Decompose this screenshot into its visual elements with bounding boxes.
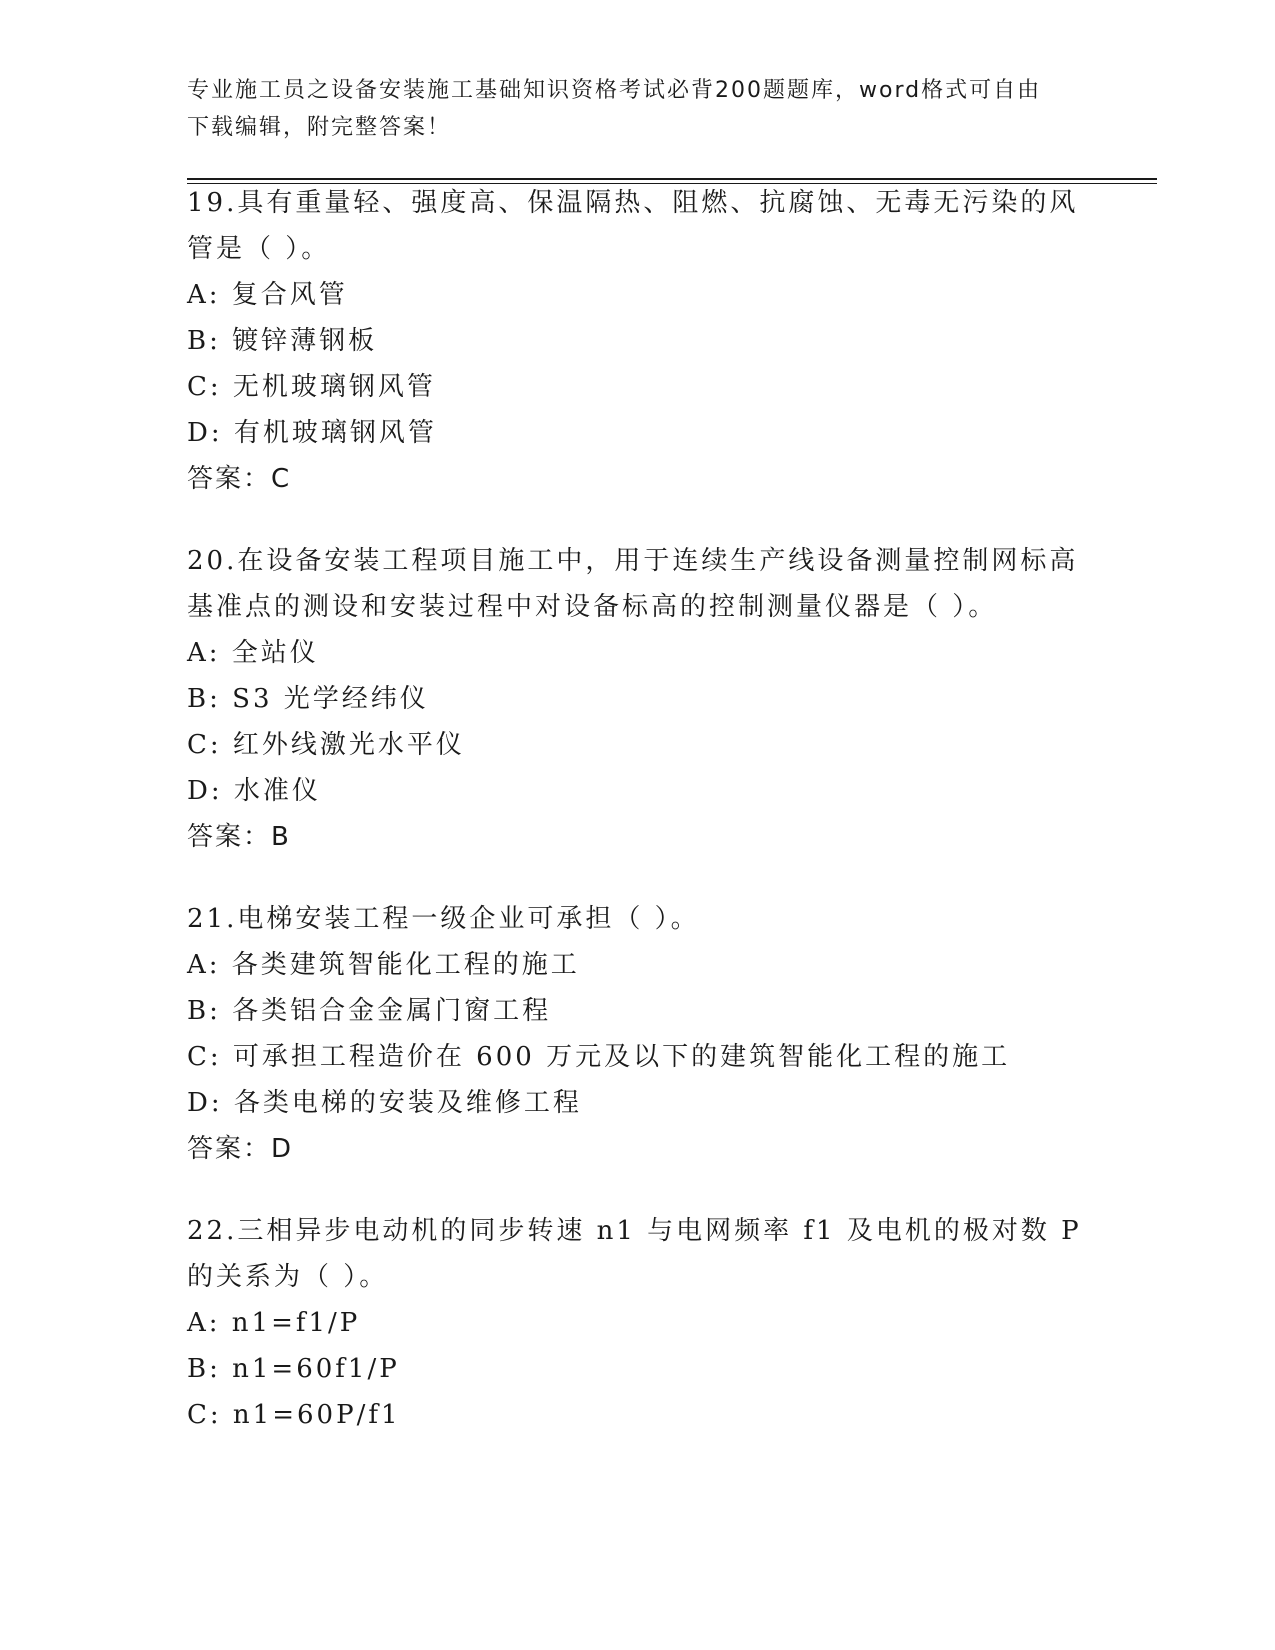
header-line-1: 专业施工员之设备安装施工基础知识资格考试必背200题题库，word格式可自由 (187, 78, 1042, 103)
option-c: C: n1=60P/f1 (187, 1400, 401, 1430)
header-line-2: 下载编辑，附完整答案！ (187, 115, 452, 140)
option-b: B: S3 光学经纬仪 (187, 684, 429, 714)
option-d: D: 各类电梯的安装及维修工程 (187, 1088, 582, 1118)
option-d: D: 有机玻璃钢风管 (187, 418, 437, 448)
option-b: B: 镀锌薄钢板 (187, 326, 378, 356)
option-a: A: 复合风管 (187, 280, 348, 310)
option-c: C: 红外线激光水平仪 (187, 730, 465, 760)
question-text: 20.在设备安装工程项目施工中，用于连续生产线设备测量控制网标高基准点的测设和安装过程中对设备标高的控制测量仪器是（ ）。 (187, 546, 1079, 622)
option-a: A: 各类建筑智能化工程的施工 (187, 950, 580, 980)
question-21 (187, 896, 1087, 1172)
question-19 (187, 180, 1087, 502)
option-d: D: 水准仪 (187, 776, 321, 806)
answer: 答案：C (187, 464, 292, 494)
option-b: B: n1=60f1/P (187, 1354, 400, 1384)
question-text: 19.具有重量轻、强度高、保温隔热、阻燃、抗腐蚀、无毒无污染的风管是（ ）。 (187, 188, 1079, 264)
option-b: B: 各类铝合金金属门窗工程 (187, 996, 552, 1026)
question-20 (187, 538, 1087, 860)
option-a: A: 全站仪 (187, 638, 319, 668)
option-c: C: 无机玻璃钢风管 (187, 372, 436, 402)
question-text: 22.三相异步电动机的同步转速 n1 与电网频率 f1 及电机的极对数 P 的关系为（ ）。 (187, 1216, 1082, 1292)
document-header (187, 72, 1067, 146)
option-c: C: 可承担工程造价在 600 万元及以下的建筑智能化工程的施工 (187, 1042, 1011, 1072)
answer: 答案：D (187, 1134, 294, 1164)
answer: 答案：B (187, 822, 291, 852)
question-text: 21.电梯安装工程一级企业可承担（ ）。 (187, 904, 700, 934)
question-22 (187, 1208, 1087, 1438)
option-a: A: n1=f1/P (187, 1308, 361, 1338)
